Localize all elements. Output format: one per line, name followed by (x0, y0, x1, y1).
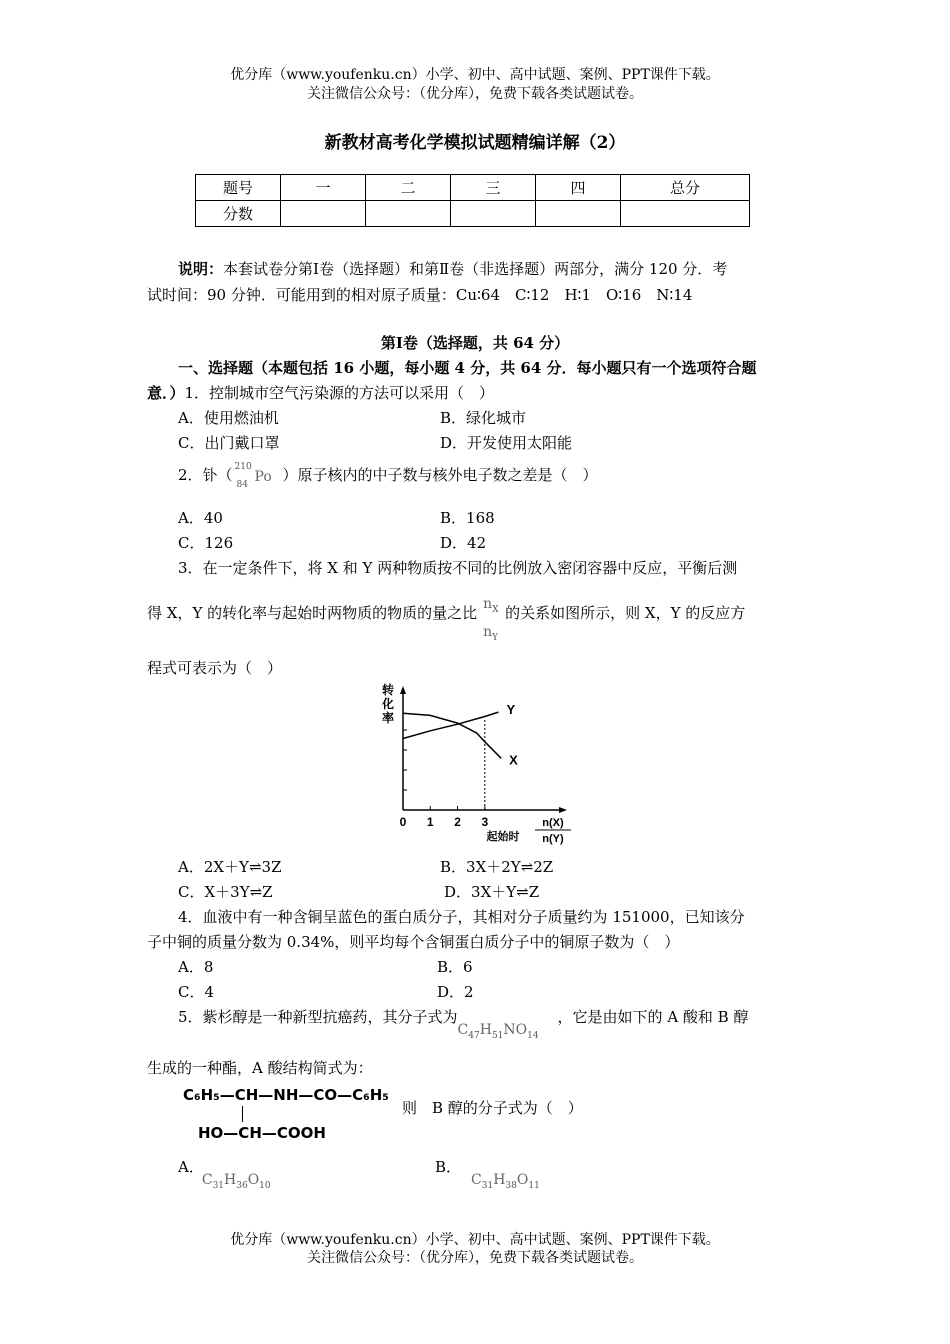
q5-b-o: O (516, 1172, 529, 1188)
q3-num-n: n (483, 596, 493, 612)
score-row-label: 分数 (196, 201, 281, 227)
q5-b-label: B． (435, 1158, 462, 1176)
score-table (195, 174, 750, 227)
q5-a-label: A． (178, 1158, 204, 1176)
q1-option-a[interactable]: A．使用燃油机 (178, 409, 279, 427)
q2-stem-pre: 2．钋（ (178, 466, 233, 484)
q5-f-no: NO (503, 1022, 528, 1038)
q2-option-a[interactable]: A．40 (178, 509, 223, 527)
intro-line2: 试时间：90 分钟．可能用到的相对原子质量：Cu∶64 C∶12 H∶1 O∶16 N∶14 (147, 286, 693, 304)
series-line-X (403, 713, 501, 758)
q5-f-c: C (457, 1022, 469, 1038)
q3-ratio-numerator (483, 594, 498, 620)
q5-a-c: C (201, 1172, 213, 1188)
score-cell-2: 二 (366, 175, 451, 201)
acid-structure-bottom: HO—CH—COOH (198, 1124, 326, 1142)
score-input-3[interactable] (451, 201, 536, 227)
q5-f-c-count: 47 (468, 1031, 480, 1041)
q5-b-c-count: 31 (481, 1181, 494, 1191)
intro-text1: 本套试卷分第Ⅰ卷（选择题）和第Ⅱ卷（非选择题）两部分，满分 120 分．考 (223, 260, 728, 278)
q5-then: 则 B 醇的分子式为（ ） (402, 1099, 583, 1117)
score-cell-3: 三 (451, 175, 536, 201)
q3-conversion-chart (375, 680, 585, 850)
q2-option-c[interactable]: C．126 (178, 534, 234, 552)
q2-option-d[interactable]: D．42 (440, 534, 487, 552)
q1-option-d[interactable]: D．开发使用太阳能 (440, 434, 573, 452)
q3-option-a[interactable]: A．2X＋Y⇌3Z (178, 858, 282, 876)
x-axis-arrow (559, 807, 567, 813)
y-axis-label-char: 化 (381, 697, 395, 711)
q5-option-a[interactable] (178, 1157, 273, 1191)
x-tick-label: 0 (399, 815, 407, 829)
q5-line1-post: ，它是由如下的 A 酸和 B 醇 (557, 1008, 749, 1026)
score-cell-4: 四 (536, 175, 621, 201)
q4-option-c[interactable]: C．4 (178, 983, 215, 1001)
q1-stem: 1．控制城市空气污染源的方法可以采用（ ） (184, 384, 495, 402)
q2-atomic-number: 84 (236, 480, 248, 490)
page-header-line2: 关注微信公众号：（优分库），免费下载各类试题试卷。 (307, 86, 643, 102)
q2-element-symbol: Po (254, 469, 272, 485)
series-label-Y: Y (506, 702, 516, 718)
q4-line1: 4．血液中有一种含铜呈蓝色的蛋白质分子，其相对分子质量约为 151000，已知该分 (178, 908, 745, 926)
q5-a-h: H (224, 1172, 237, 1188)
q5-line1 (178, 1007, 749, 1041)
q1-option-b[interactable]: B．绿化城市 (440, 409, 527, 427)
q3-num-sub: X (492, 605, 499, 615)
q2-nuclide (233, 460, 283, 490)
q3-option-d[interactable]: D．3X＋Y⇌Z (444, 883, 540, 901)
score-input-2[interactable] (366, 201, 451, 227)
q5-b-h: H (493, 1172, 506, 1188)
q5-a-formula (201, 1172, 271, 1191)
q5-b-formula (471, 1172, 540, 1191)
score-cell-total: 总分 (621, 175, 750, 201)
q2-mass-number: 210 (234, 462, 252, 472)
x-axis-label-numerator: n(X) (542, 817, 564, 829)
q5-f-h-count: 51 (491, 1031, 504, 1041)
q3-line3: 程式可表示为（ ） (147, 659, 283, 677)
q5-b-h-count: 38 (505, 1181, 517, 1191)
y-axis-label-char: 率 (381, 711, 395, 725)
intro-label: 说明： (178, 260, 224, 278)
acid-structure-bond (242, 1106, 243, 1122)
series-line-Y (403, 712, 498, 738)
score-cell-1: 一 (281, 175, 366, 201)
q3-den-n: n (483, 624, 493, 640)
q5-f-o-count: 14 (527, 1031, 539, 1041)
score-table-header-row (196, 175, 750, 201)
y-axis-label-char: 转 (381, 683, 395, 697)
score-cell-label: 题号 (196, 175, 281, 201)
q5-b-o-count: 11 (528, 1181, 540, 1191)
q3-den-sub: Y (492, 633, 499, 643)
q3-line2 (147, 596, 746, 643)
q5-taxol-formula (458, 1020, 558, 1046)
q3-line2-post: 的关系如图所示，则 X，Y 的反应方 (505, 604, 746, 622)
acid-structure-top: C₆H₅—CH—NH—CO—C₆H₅ (183, 1086, 389, 1104)
q1-stem-line (147, 383, 494, 403)
x-axis-label-pre: 起始时 (486, 830, 520, 843)
q5-option-b[interactable] (435, 1157, 540, 1191)
page-footer-line1: 优分库（www.youfenku.cn）小学、初中、高中试题、案例、PPT课件下载。 (230, 1232, 720, 1248)
score-table-score-row (196, 201, 750, 227)
y-axis-arrow (400, 686, 406, 694)
q5-a-o: O (247, 1172, 260, 1188)
x-tick-label: 1 (426, 815, 434, 829)
q3-line2-pre: 得 X，Y 的转化率与起始时两物质的物质的量之比 (147, 604, 478, 622)
score-input-1[interactable] (281, 201, 366, 227)
x-axis-label-denominator: n(Y) (542, 833, 564, 845)
page-title: 新教材高考化学模拟试题精编详解（2） (324, 133, 626, 153)
q2-option-b[interactable]: B．168 (440, 509, 495, 527)
section1-instructions-end: 意．） (147, 384, 185, 402)
q3-ratio-denominator (483, 622, 498, 648)
q2-stem (178, 460, 598, 490)
q5-line2: 生成的一种酯，A 酸结构简式为： (147, 1059, 373, 1077)
page-footer-line2: 关注微信公众号：（优分库），免费下载各类试题试卷。 (307, 1250, 643, 1266)
q4-option-a[interactable]: A．8 (178, 958, 214, 976)
x-tick-label: 2 (454, 815, 461, 829)
q3-option-b[interactable]: B．3X＋2Y⇌2Z (440, 858, 554, 876)
x-tick-label: 3 (481, 815, 489, 829)
q2-stem-post: ）原子核内的中子数与核外电子数之差是（ ） (282, 466, 598, 484)
series-label-X: X (509, 752, 518, 768)
q5-line1-pre: 5．紫杉醇是一种新型抗癌药，其分子式为 (178, 1008, 458, 1026)
q3-option-c[interactable]: C．X＋3Y⇌Z (178, 883, 273, 901)
page-header-line1: 优分库（www.youfenku.cn）小学、初中、高中试题、案例、PPT课件下载。 (230, 67, 720, 83)
q5-a-h-count: 36 (236, 1181, 248, 1191)
q1-option-c[interactable]: C．出门戴口罩 (178, 434, 280, 452)
q3-ratio (477, 596, 505, 643)
q5-a-c-count: 31 (212, 1181, 225, 1191)
q3-line1: 3．在一定条件下，将 X 和 Y 两种物质按不同的比例放入密闭容器中反应，平衡后测 (178, 559, 738, 577)
q4-option-d[interactable]: D．2 (437, 983, 474, 1001)
q4-option-b[interactable]: B．6 (437, 958, 473, 976)
q4-line2: 子中铜的质量分数为 0.34%，则平均每个含铜蛋白质分子中的铜原子数为（ ） (147, 933, 680, 951)
q5-f-h: H (479, 1022, 492, 1038)
intro-line1 (178, 259, 727, 279)
q5-a-o-count: 10 (259, 1181, 271, 1191)
score-input-4[interactable] (536, 201, 621, 227)
section1-instructions: 一、选择题（本题包括 16 小题，每小题 4 分，共 64 分．每小题只有一个选项符合题 (178, 359, 757, 377)
section1-heading: 第Ⅰ卷（选择题，共 64 分） (380, 334, 570, 352)
score-input-total[interactable] (621, 201, 750, 227)
q5-b-c: C (471, 1172, 482, 1188)
